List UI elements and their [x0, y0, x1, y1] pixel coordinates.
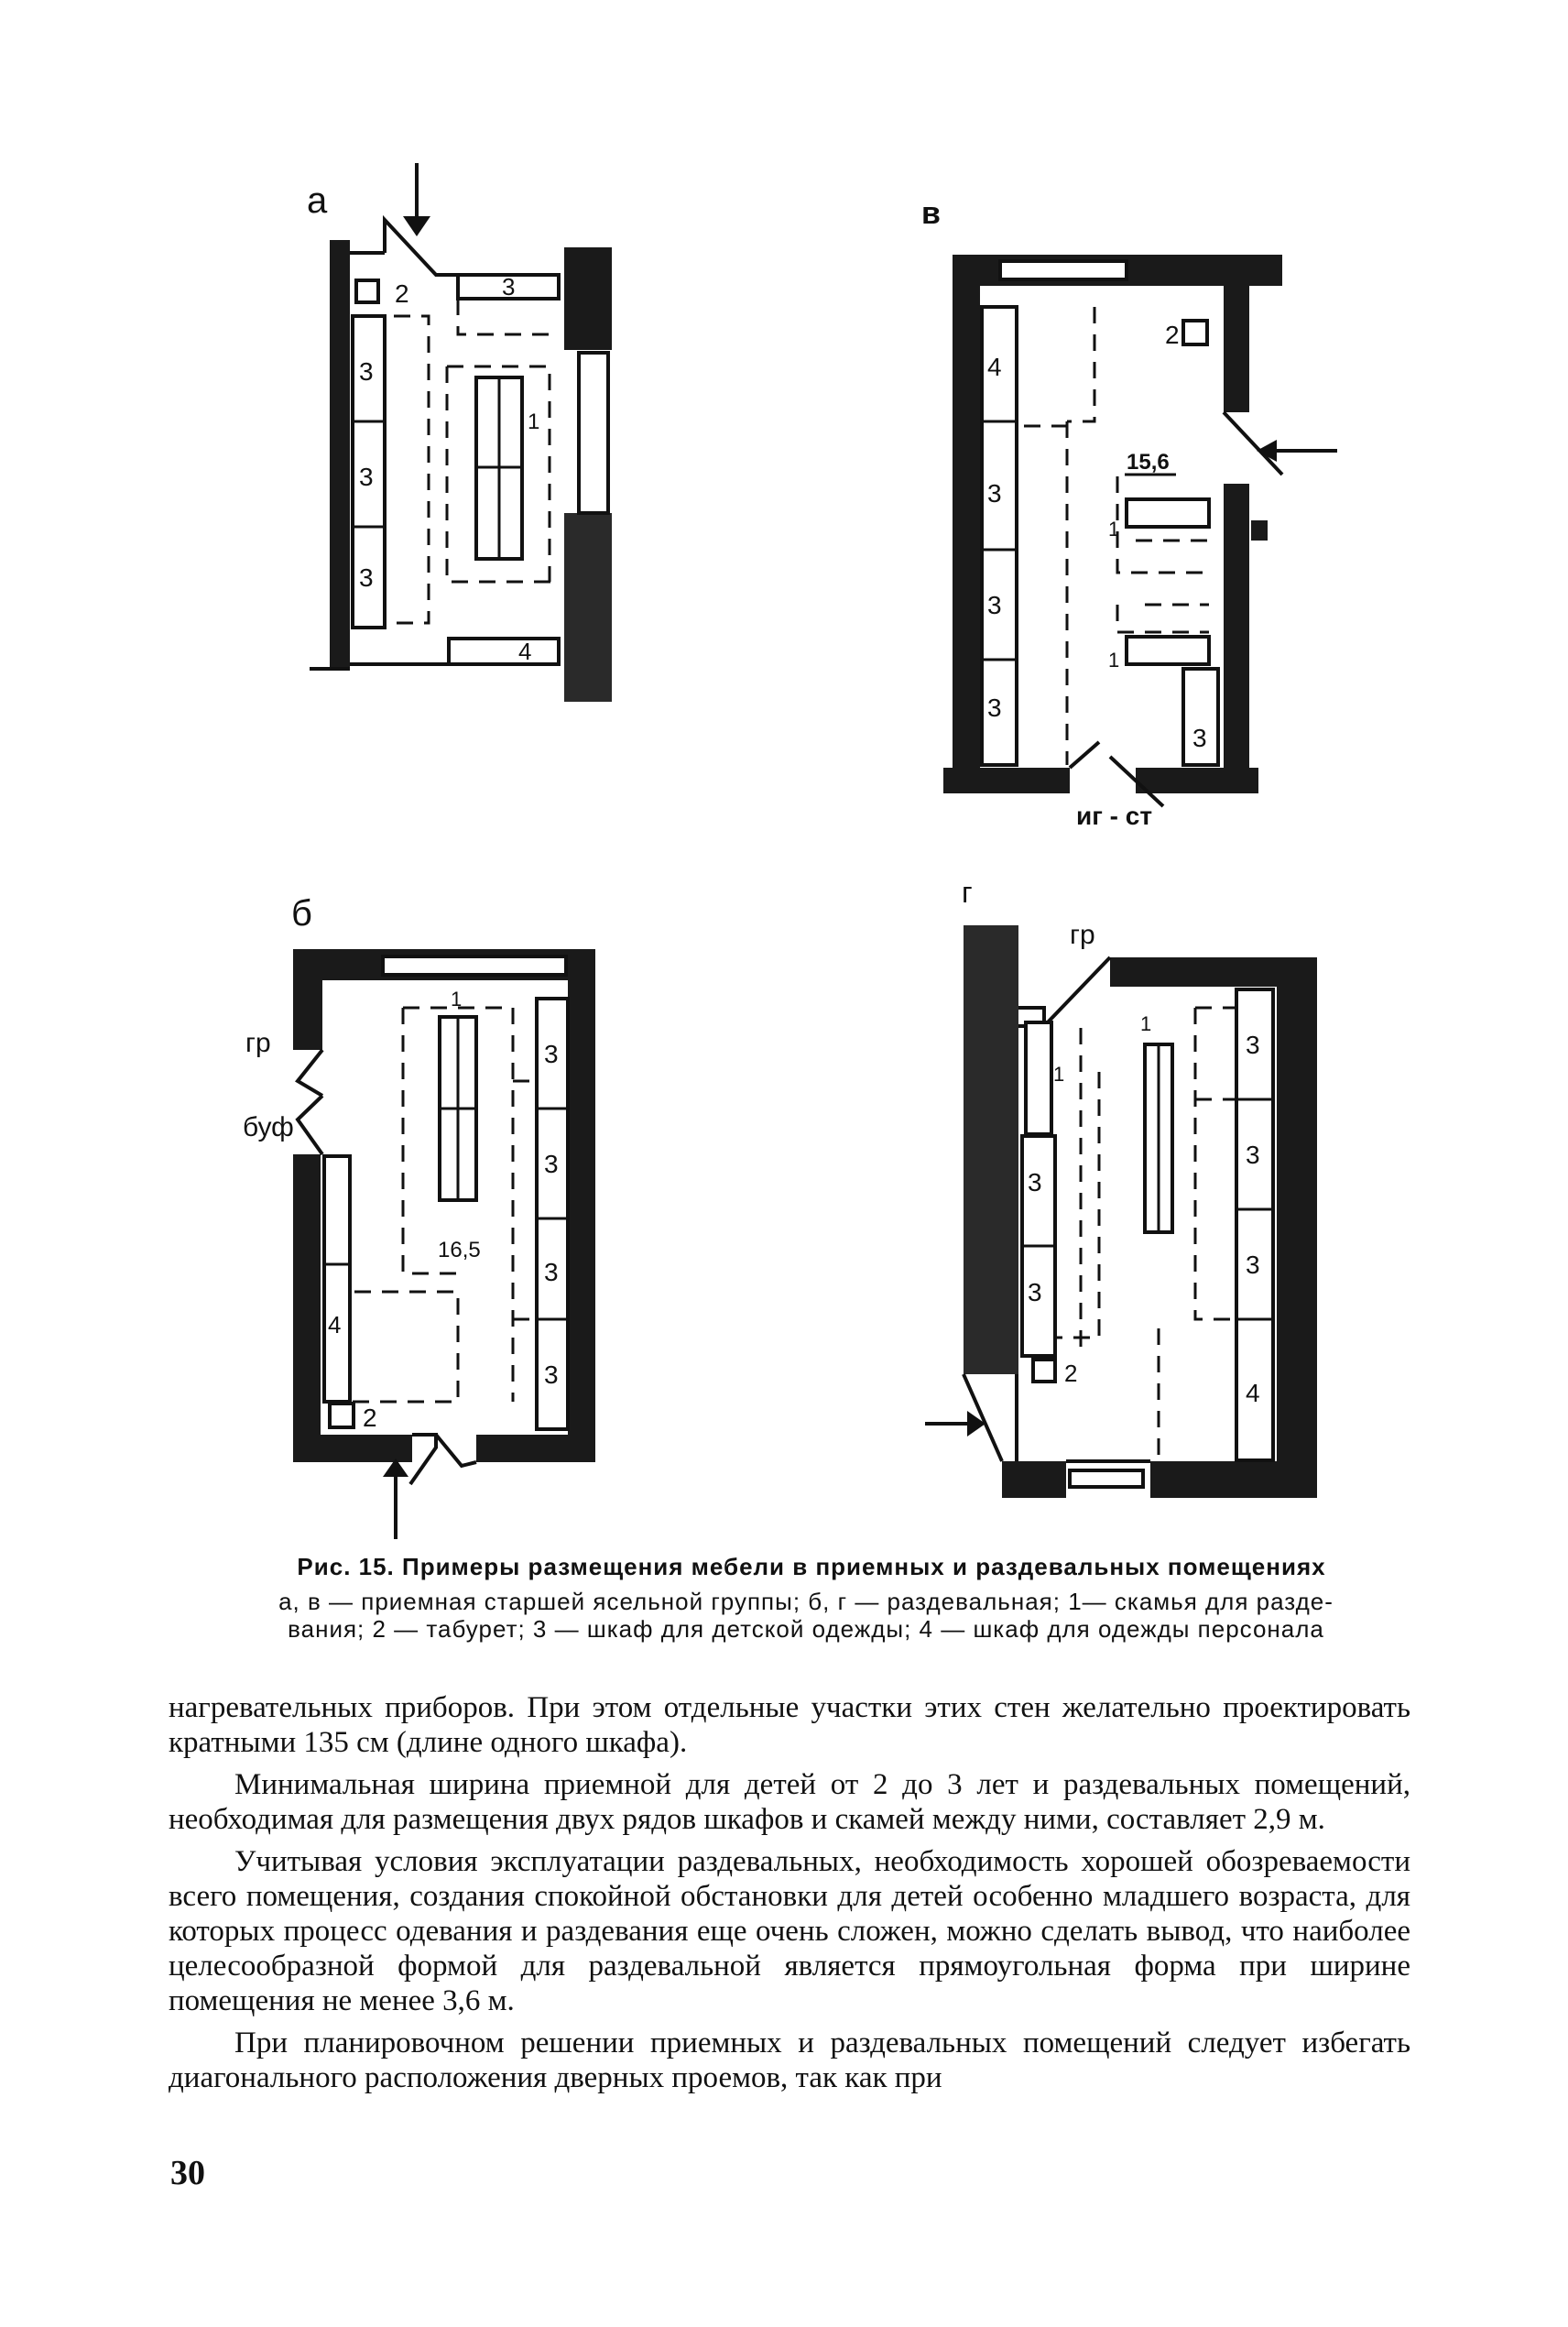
plan-a-locker-label-3: 3: [359, 563, 374, 592]
plan-b-locker-label-3: 3: [544, 1258, 559, 1286]
plan-g-left-bench-label: 1: [1053, 1063, 1065, 1086]
plan-v: [921, 196, 1337, 830]
plan-b: [243, 893, 595, 1539]
paragraph-4: При планировочном решении приемных и раздевальных помещений следует избегать диагонального расположения дверных проемов, так как при: [169, 2027, 1410, 2094]
plan-g-locker-label-1: 3: [1246, 1031, 1260, 1059]
plan-b-door-gr: гр: [245, 1028, 271, 1058]
legend-line-1: а, в — приемная старшей ясельной группы; б, г — раздевальная; 1— скамья для разде-: [278, 1588, 1334, 1615]
plan-b-staff-locker-label: 4: [328, 1311, 342, 1338]
plan-g-locker-label-3: 3: [1246, 1251, 1260, 1279]
plan-b-area: 16,5: [438, 1238, 481, 1262]
plan-g-left-locker-label-2: 3: [1028, 1278, 1042, 1306]
plan-g-locker-label-2: 3: [1246, 1141, 1260, 1169]
plan-b-door-buf: буф: [243, 1112, 294, 1142]
plan-v-stool-label: 2: [1165, 321, 1180, 349]
plan-a-locker-label-1: 3: [359, 357, 374, 386]
plan-b-bench-label: 1: [451, 988, 463, 1011]
page-number: 30: [170, 2154, 205, 2192]
body-text: [169, 1690, 1410, 2095]
plan-g: [925, 876, 1317, 1498]
figure-caption-legend: [192, 1588, 1420, 1643]
plan-g-stool-label: 2: [1064, 1360, 1078, 1387]
plan-v-exit-label: иг - ст: [1076, 802, 1153, 830]
plan-a-label: а: [307, 180, 328, 221]
plan-v-locker-label-2: 3: [987, 591, 1002, 619]
plan-v-staff-locker-label: 4: [987, 353, 1002, 381]
plan-a-bench-label: 1: [528, 410, 540, 434]
plan-v-area: 15,6: [1127, 450, 1170, 475]
paragraph-1: нагревательных приборов. При этом отдельные участки этих стен желательно проектировать кратными 135 см (длине одного шкафа).: [169, 1691, 1410, 1759]
plan-b-locker-label-2: 3: [544, 1150, 559, 1178]
plan-g-center-bench-label: 1: [1140, 1012, 1152, 1035]
plan-g-label: г: [962, 876, 973, 909]
plan-b-locker-label-4: 3: [544, 1360, 559, 1389]
plan-g-door-gr: гр: [1070, 920, 1095, 950]
paragraph-2: Минимальная ширина приемной для детей от 2 до 3 лет и раздевальных помещений, необходимая для размещения двух рядов шкафов и скамей между ними, составляет 2,9 м.: [169, 1768, 1410, 1836]
plan-v-locker-label-3: 3: [987, 694, 1002, 722]
figure-caption-title: Рис. 15. Примеры размещения мебели в приемных и раздевальных помещениях: [297, 1553, 1326, 1580]
plan-a-top-locker-label: 3: [502, 273, 516, 300]
plan-a-staff-locker-label: 4: [518, 638, 532, 665]
plan-v-bench-label-1: 1: [1108, 518, 1120, 541]
legend-line-2: вания; 2 — табурет; 3 — шкаф для детской одежды; 4 — шкаф для одежды персонала: [288, 1615, 1324, 1643]
plan-a-stool-label: 2: [395, 279, 409, 308]
plan-g-staff-locker-label: 4: [1246, 1379, 1260, 1407]
plan-v-bench-label-2: 1: [1108, 649, 1120, 672]
plan-v-right-locker-label: 3: [1192, 724, 1207, 752]
plan-v-locker-label-1: 3: [987, 479, 1002, 508]
plan-b-stool-label: 2: [363, 1404, 377, 1432]
plan-b-locker-label-1: 3: [544, 1040, 559, 1068]
plan-a: [307, 163, 612, 702]
plan-a-locker-label-2: 3: [359, 463, 374, 491]
plan-g-left-locker-label-1: 3: [1028, 1168, 1042, 1196]
plan-b-label: б: [291, 893, 312, 934]
plan-v-label: в: [921, 196, 941, 231]
paragraph-3: Учитывая условия эксплуатации раздевальных, необходимость хорошей обозреваемости всего помещения, создания спокойной обстановки для детей особенно младшего возраста, для которых процесс одевания и раздевания еще очень сложен, можно сделать вывод, что наиболее целесообразной формой для раздевальной является прямоугольная форма при ширине помещения не менее 3,6 м.: [169, 1845, 1410, 2017]
